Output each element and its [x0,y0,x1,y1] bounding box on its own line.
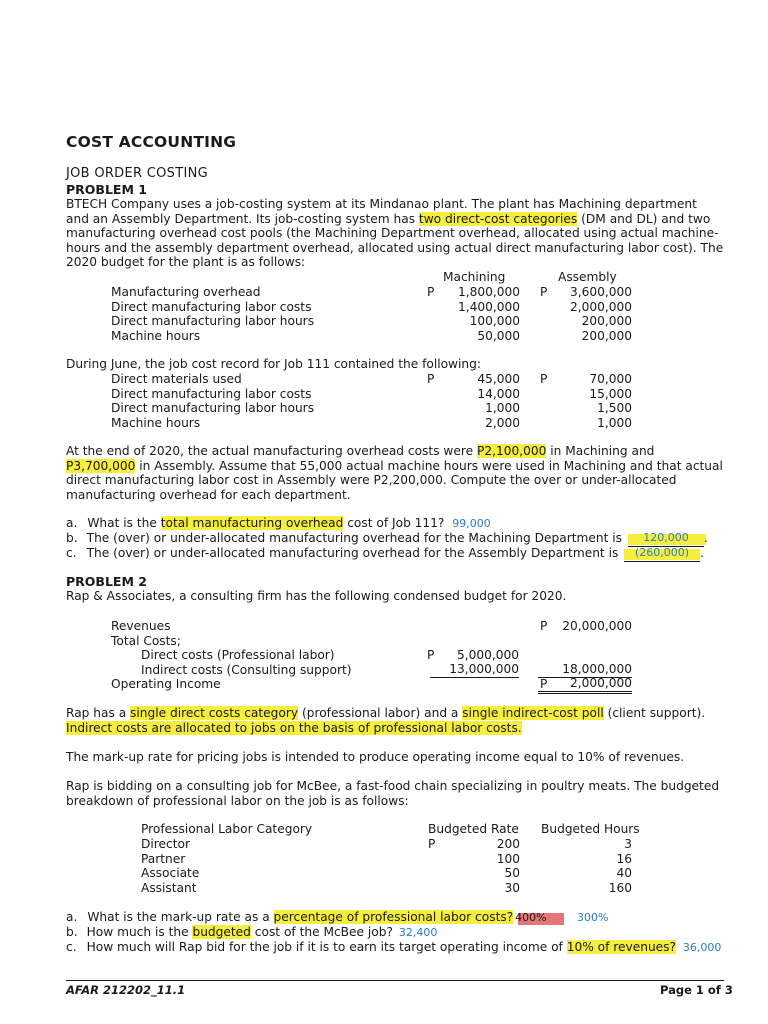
text: (client support). [603,706,706,720]
indirect-costs-label: Indirect costs (Consulting support) [141,663,352,677]
budget-row-assembly: 200,000 [581,328,632,343]
doc-title: COST ACCOUNTING [66,133,237,151]
budget-row-label: Direct manufacturing labor hours [111,314,315,328]
labor-header-rate: Budgeted Rate [428,822,519,836]
revenues-label: Revenues [111,619,171,633]
operating-income-value: 2,000,000 [538,677,632,694]
page-number: Page 1 of 3 [660,983,733,997]
june-intro: During June, the job cost record for Job 111 contained the following: [66,357,481,371]
labor-category: Assistant [141,880,197,895]
labor-header-category: Professional Labor Category [141,822,313,836]
june-row-currency: P [427,372,435,386]
operating-income-label: Operating Income [111,677,221,691]
budget-row-assembly: 200,000 [581,314,632,328]
p1-para-line-2 [66,212,710,227]
text: What is the [87,516,161,530]
letter: c. [66,546,77,560]
direct-costs-value: 5,000,000 [456,648,519,662]
june-row-label: Direct manufacturing labor hours [111,401,315,415]
text: The (over) or under-allocated manufacturing overhead for the Assembly Department is [86,546,619,560]
highlight-budgeted: budgeted [192,925,251,939]
col-header-assembly: Assembly [558,270,617,284]
letter: c. [66,940,77,954]
text: in Assembly. Assume that 55,000 actual machine hours were used in Machining and that actual [135,459,723,473]
p1-para2-line-4: manufacturing overhead for each department. [66,488,351,502]
labor-rate: 50 [504,866,520,880]
labor-rate: 30 [504,880,520,895]
p1-para2-line-2 [66,459,723,474]
bid-line-2: breakdown of professional labor on the job is as follows: [66,794,409,808]
p2-para1-line-2 [66,721,522,736]
text: (DM and DL) and two [577,212,711,226]
revenues-p: P [540,619,548,633]
letter: a. [66,910,78,924]
text: How much will Rap bid for the job if it is to earn its target operating income of [86,940,567,954]
text: Rap has a [66,706,131,720]
budget-row-machining: 1,400,000 [457,299,520,314]
p1-para2-line-3: direct manufacturing labor cost in Assembly were P2,200,000. Compute the over or under-allocated [66,473,677,487]
letter: b. [66,925,78,939]
indirect-costs-value: 13,000,000 [430,663,519,678]
operating-income-p: P [540,677,548,691]
footer-rule [66,980,724,981]
labor-category: Associate [141,866,200,880]
budget-row-label: Manufacturing overhead [111,285,261,299]
answer-b: 120,000 [628,531,704,547]
labor-header-hours: Budgeted Hours [541,822,640,836]
june-row-label: Machine hours [111,415,201,430]
direct-costs-p: P [427,648,435,662]
p2-question-a [66,910,547,926]
labor-hours: 3 [624,837,632,851]
budget-row-currency: P [427,285,435,299]
total-costs-value: 18,000,000 [538,663,632,678]
labor-rate: 100 [496,851,520,866]
letter: b. [66,531,78,545]
text: At the end of 2020, the actual manufacturing overhead costs were [66,444,477,458]
june-row-machining: 45,000 [477,372,520,386]
budget-row-label: Direct manufacturing labor costs [111,299,312,314]
june-row-machining: 14,000 [477,386,520,401]
june-row-assembly: 1,500 [597,401,632,415]
highlight-pct-labor: percentage of professional labor costs? [273,910,514,924]
total-costs-label: Total Costs; [111,634,181,648]
highlight-machining-actual: P2,100,000 [476,444,547,458]
answer-b-period: . [704,531,708,545]
text: cost of Job 111? [343,516,445,530]
highlight-two-direct-cost: two direct-cost categories [418,212,578,226]
june-row-assembly: 1,000 [597,415,632,430]
text: The (over) or under-allocated manufacturing overhead for the Machining Department is [86,531,622,545]
section-heading: JOB ORDER COSTING [66,166,209,181]
labor-rate: 200 [496,837,520,851]
p1-para2-line-1 [66,444,654,459]
labor-hours: 160 [608,880,632,895]
budget-row-machining: 50,000 [477,328,520,343]
col-header-machining: Machining [443,270,506,284]
highlight-allocation-basis: Indirect costs are allocated to jobs on the basis of professional labor costs. [66,721,522,735]
p2-question-b [66,925,437,941]
answer-c: (260,000) [624,546,700,562]
budget-row-label: Machine hours [111,328,201,343]
labor-currency: P [428,837,436,851]
highlight-single-indirect: single indirect-cost poll [462,706,604,720]
june-row-machining: 1,000 [485,401,520,415]
june-row-assembly: 70,000 [589,372,632,386]
budget-row-machining: 100,000 [469,314,520,328]
p2-intro: Rap & Associates, a consulting firm has the following condensed budget for 2020. [66,589,567,603]
p1-para-line-4: hours and the assembly department overhead, allocated using actual direct manufacturing labor cost). The [66,241,724,255]
p1-question-a [66,516,491,532]
budget-row-assembly: 2,000,000 [569,299,632,314]
p1-question-c [66,546,618,561]
budget-row-assembly: 3,600,000 [569,285,632,299]
p2-para1-line-1 [66,706,705,721]
text: and an Assembly Department. Its job-costing system has [66,212,419,226]
june-row-assembly: 15,000 [589,386,632,401]
answer-c-period: . [700,546,704,560]
text: in Machining and [546,444,655,458]
revenues-value: 20,000,000 [562,619,632,633]
labor-hours: 16 [616,851,632,866]
problem-2-heading: PROBLEM 2 [66,574,147,589]
highlight-total-moh: total manufacturing overhead [160,516,344,530]
markup-text: The mark-up rate for pricing jobs is intended to produce operating income equal to 10% of revenues. [66,750,685,764]
p2-question-c [66,940,721,956]
answer-p2-c: 36,000 [682,941,722,954]
p1-para-line-3: manufacturing overhead cost pools (the Machining Department overhead, allocated using actual machine- [66,226,719,240]
problem-1-heading: PROBLEM 1 [66,182,147,197]
letter: a. [66,516,78,530]
labor-category: Director [141,837,190,851]
text: What is the mark-up rate as a [87,910,274,924]
bid-line-1: Rap is bidding on a consulting job for McBee, a fast-food chain specializing in poultry meats. The budgeted [66,779,720,793]
june-row-label: Direct materials used [111,372,242,386]
answer-p2-b: 32,400 [398,926,438,939]
june-row-currency: P [540,372,548,386]
labor-hours: 40 [616,866,632,880]
p1-para-line-5: 2020 budget for the plant is as follows: [66,255,306,269]
budget-row-machining: 1,800,000 [457,285,520,299]
crossed-answer: 400% [515,911,547,924]
footer-code: AFAR 212202_11.1 [66,983,186,997]
highlight-assembly-actual: P3,700,000 [66,459,136,473]
p1-para-line-1: BTECH Company uses a job-costing system at its Mindanao plant. The plant has Machining department [66,197,697,211]
p1-question-b [66,531,622,546]
labor-category: Partner [141,851,186,866]
highlight-10pct: 10% of revenues? [566,940,677,954]
june-row-machining: 2,000 [485,415,520,430]
direct-costs-label: Direct costs (Professional labor) [141,648,335,662]
highlight-single-direct: single direct costs category [130,706,299,720]
answer-a: 99,000 [452,517,491,530]
answer-p2-a: 300% [577,911,609,924]
budget-row-currency: P [540,285,548,299]
june-row-label: Direct manufacturing labor costs [111,386,312,401]
text: (professional labor) and a [298,706,463,720]
text: cost of the McBee job? [250,925,393,939]
text: How much is the [86,925,193,939]
